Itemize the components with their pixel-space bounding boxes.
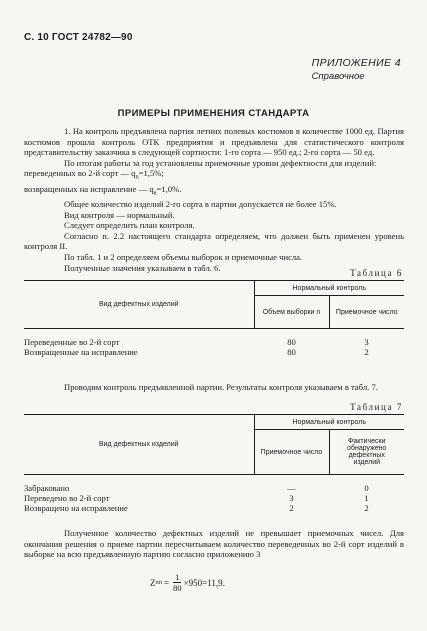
formula-fraction (173, 572, 182, 593)
table6-row-name: Возвращенные на исправление (24, 347, 138, 357)
body-text-middle (24, 382, 404, 393)
formula-lhs: Z (150, 577, 156, 588)
formula-lhs-sub: пп (155, 579, 162, 586)
table7-row-accept: 2 (289, 503, 294, 513)
table7-row-found: 1 (364, 493, 369, 503)
defect-level-2nd-grade-value: =1,5%; (138, 168, 164, 179)
table7-row-name: Забраковано (24, 483, 70, 493)
table6-subheader-n: Объем выборки n (254, 296, 329, 329)
table7-label: Таблица 7 (350, 402, 403, 412)
paragraph-5: Общее количество изделий 2-го сорта в партии допускается не более 15%. (64, 199, 337, 209)
table-6 (24, 280, 404, 357)
page-header: С. 10 ГОСТ 24782—90 (24, 32, 133, 43)
formula-rest: ×950=11,9. (183, 577, 225, 588)
body-text-top (24, 126, 404, 273)
formula-denominator: 80 (173, 583, 182, 593)
defect-level-return-value: =1,0%. (156, 183, 182, 194)
table-row (24, 329, 404, 348)
paragraph-4 (24, 184, 404, 199)
table7-row-name: Возвращено на исправление (24, 503, 128, 513)
body-text-bottom (24, 528, 404, 560)
paragraph-3 (24, 168, 404, 183)
table6-row-accept: 3 (364, 337, 369, 347)
table6-row-n: 80 (287, 337, 296, 347)
table7-row-accept: 3 (289, 493, 294, 503)
table7-group-header: Нормальный контроль (254, 415, 404, 430)
table6-row-name: Переведенные во 2-й сорт (24, 337, 120, 347)
defect-level-return: возвращенных на исправление — q (24, 183, 154, 194)
paragraph-11: Проводим контроль предъявленной партии. Результаты контроля указываем в табл. 7. (64, 382, 378, 392)
paragraph-2: По итогам работы за год установлены приемочные уровни дефектности для изделий: (64, 157, 377, 168)
table-row (24, 493, 404, 503)
table6-subheader-accept: Приемочное число (329, 296, 404, 329)
paragraph-10: Полученные значения указываем в табл. 6. (64, 262, 221, 273)
paragraph-1: 1. На контроль предъявлена партия летних полевых костюмов в количестве 1000 ед. Партия костюмов прошла контроль ОТК предприятия и предъявлена для статистического контроля представительству заказчика в следующей сортности: 1-го сорта — 950 ед.; 2-го сорта — 50 ед. (24, 126, 404, 158)
table6-label: Таблица 6 (350, 268, 403, 278)
table-row (24, 503, 404, 513)
paragraph-7: Следует определить план контроля. (64, 220, 195, 231)
table6-row-n: 80 (287, 347, 296, 357)
table7-row-name: Переведено во 2-й сорт (24, 493, 110, 503)
defect-level-return-sub: в (153, 190, 157, 197)
appendix-title: ПРИЛОЖЕНИЕ 4 (311, 57, 401, 69)
paragraph-8: Согласно п. 2.2 настоящего стандарта определяем, что должен быть применен уровень контроля II. (24, 230, 404, 252)
table6-col-header: Вид дефектных изделий (24, 281, 254, 329)
defect-level-2nd-grade: переведенных во 2-й сорт — q (24, 168, 136, 179)
table7-col-header: Вид дефектных изделий (24, 415, 254, 475)
table6-group-header: Нормальный контроль (254, 281, 404, 296)
table-7 (24, 414, 404, 513)
section-title: ПРИМЕРЫ ПРИМЕНЕНИЯ СТАНДАРТА (117, 108, 310, 119)
table-row (24, 347, 404, 357)
paragraph-12: Полученное количество дефектных изделий не превышает приемочных чисел. Для окончания решения о приеме партии пересчитываем количество переведенных во 2-й сорт изделий в выборке на всю предъявленную партию согласно приложению 3 (24, 528, 404, 560)
table6-row-accept: 2 (364, 347, 369, 357)
formula-numerator: 1 (175, 572, 180, 582)
table-row (24, 475, 404, 494)
appendix-subtitle: Справочное (311, 71, 365, 82)
table7-row-found: 0 (364, 483, 369, 493)
table7-row-accept: — (287, 483, 296, 493)
table7-subheader-found: Фактически обнаружено дефектных изделий (329, 430, 404, 475)
table7-row-found: 2 (364, 503, 369, 513)
appendix-heading (312, 57, 401, 83)
formula (150, 572, 225, 593)
formula-eq: = (163, 577, 169, 588)
paragraph-9: По табл. 1 и 2 определяем объемы выборок и приемочные числа. (64, 251, 303, 262)
paragraph-6: Вид контроля — нормальный. (64, 209, 175, 220)
defect-level-2nd-grade-sub: п (135, 175, 139, 182)
table7-subheader-accept: Приемочное число (254, 430, 329, 475)
